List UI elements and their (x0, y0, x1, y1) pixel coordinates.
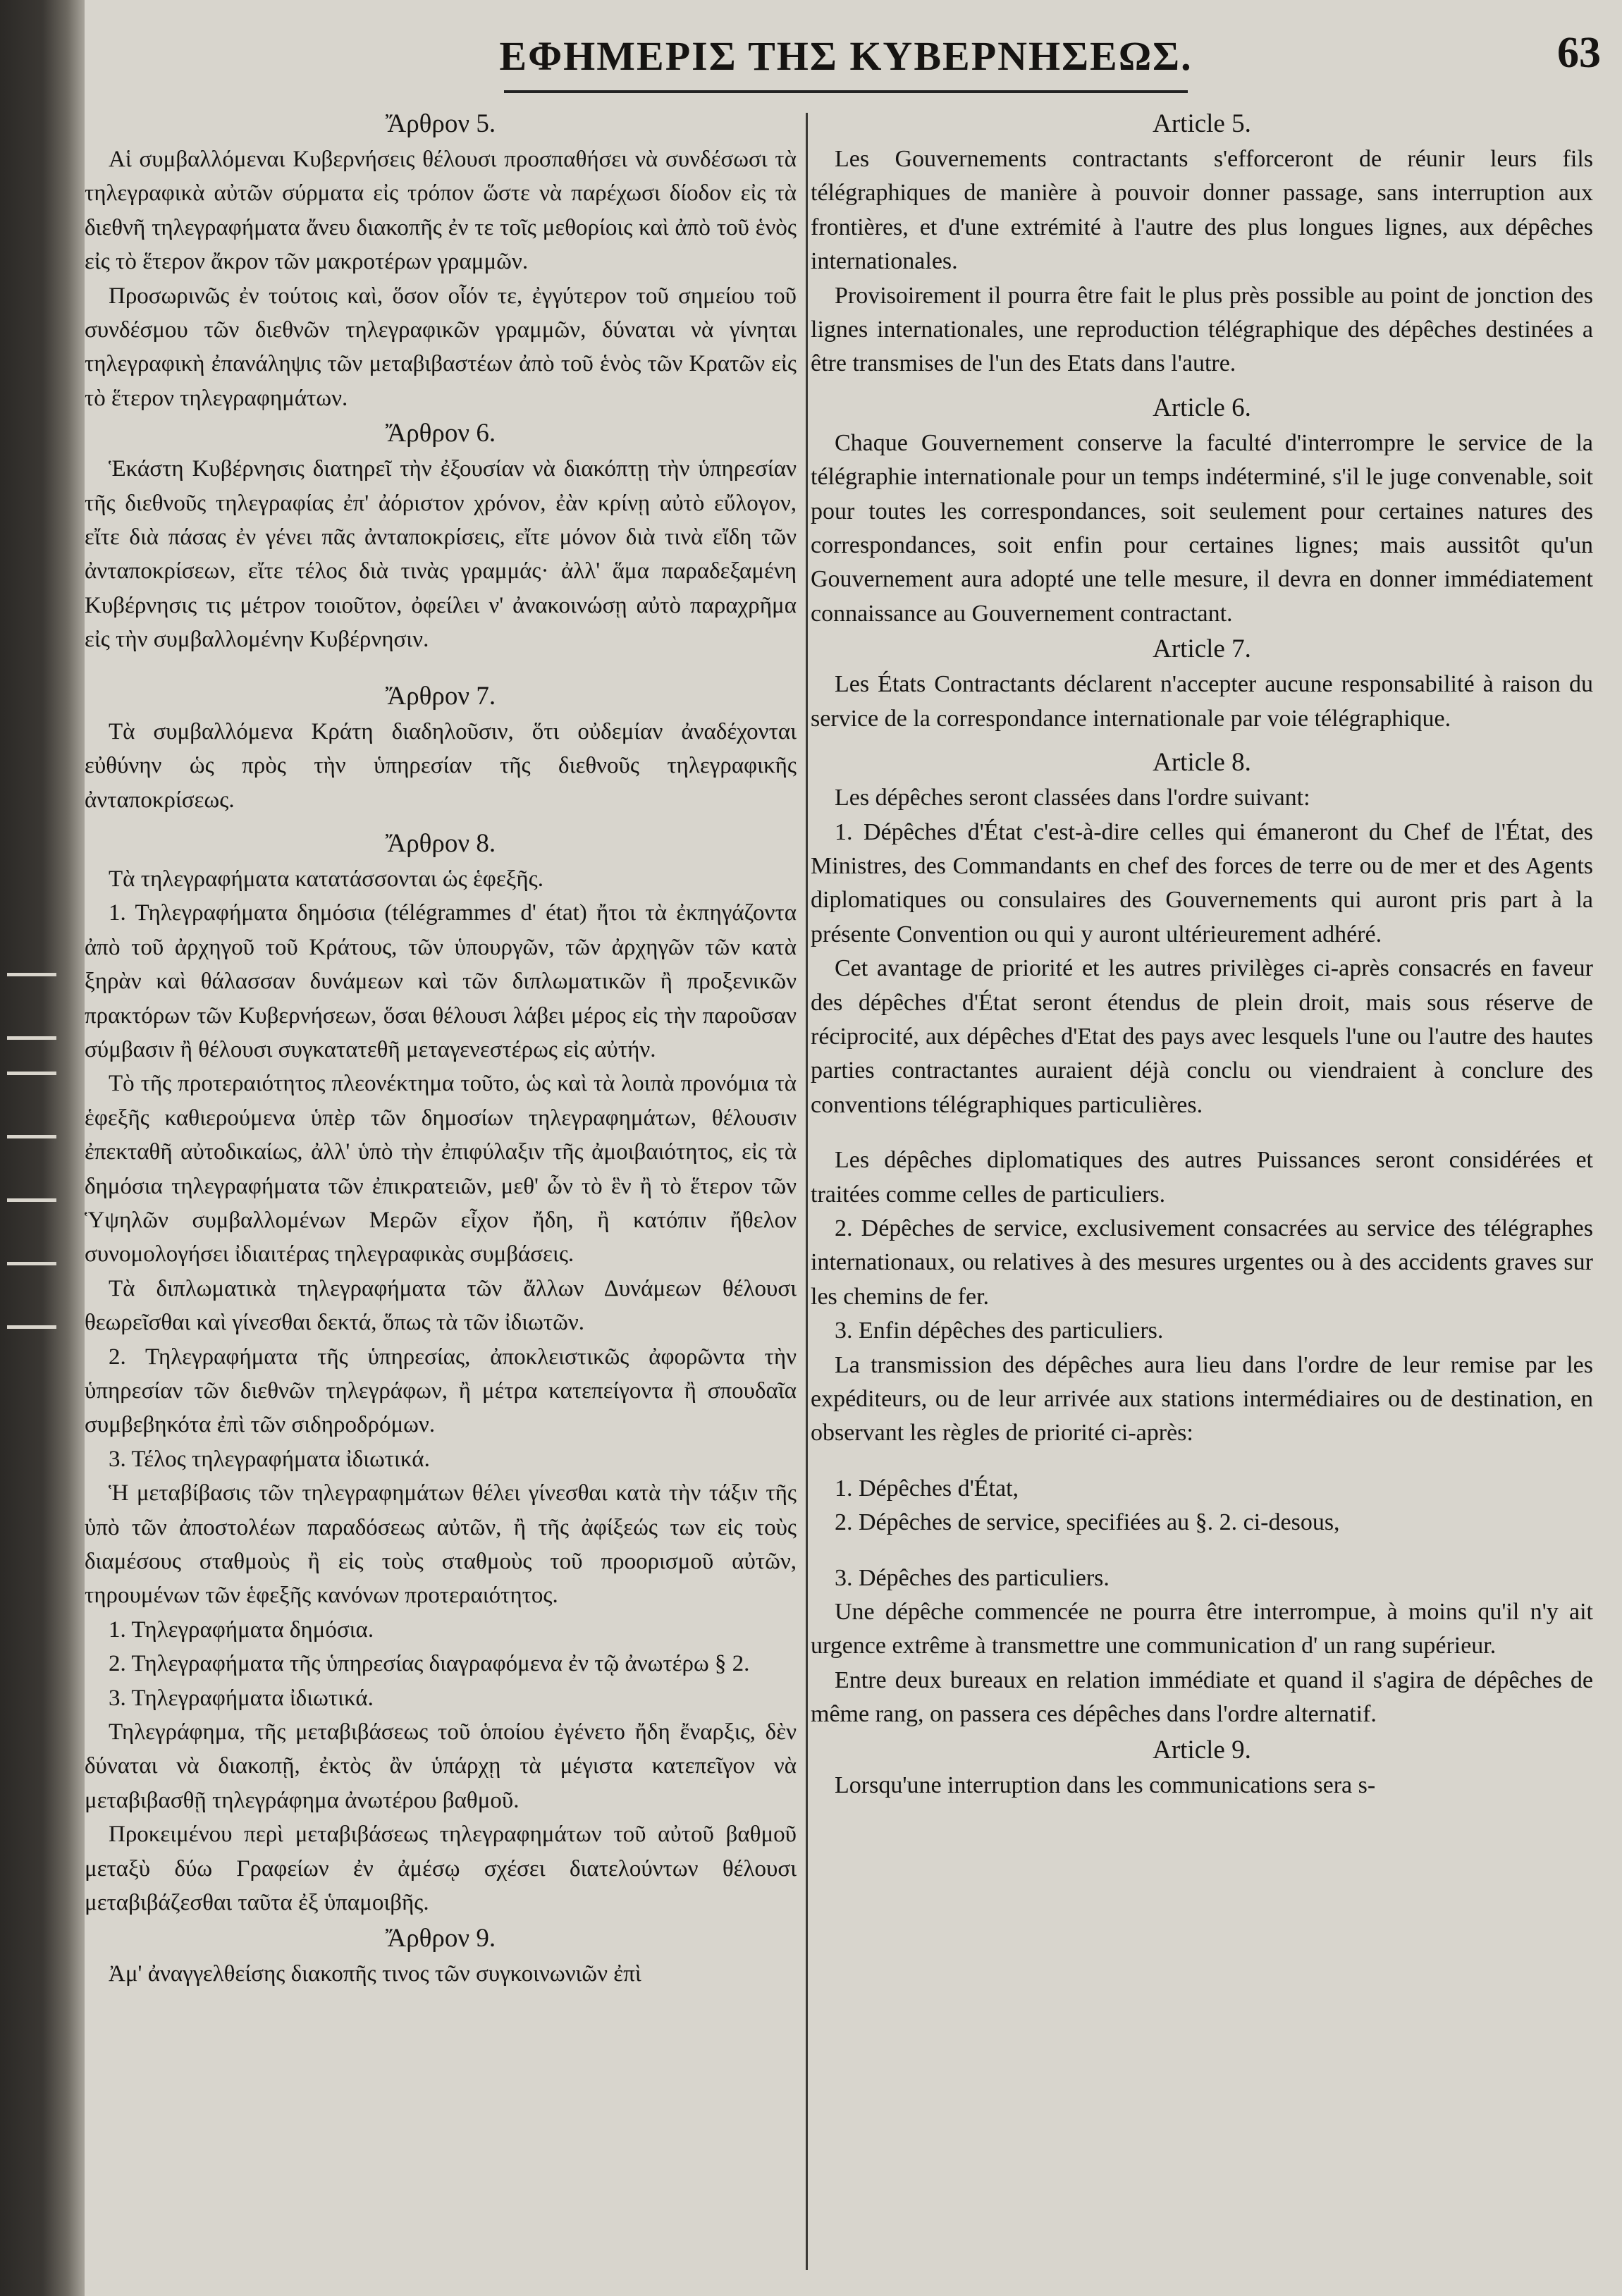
paragraph: Les dépêches seront classées dans l'ordre suivant: (835, 785, 1310, 811)
paragraph: La transmission des dépêches aura lieu dans l'ordre de leur remise par les expéditeurs, ou de leur arrivée aux stations intermédiaires ou de destination, en observant les règles de priorité ci-après: (811, 1351, 1593, 1447)
paragraph: Les Gouvernements contractants s'efforceront de réunir leurs fils télégraphiques de manière à pouvoir donner passage, sans interruption aux frontières, et d'une extrémité à l'autre des plus longues lignes, aux dépêches internationales. (811, 146, 1593, 275)
spacer (811, 1451, 1593, 1472)
document-page (85, 0, 1622, 2296)
paragraph: Τὰ τηλεγραφήματα κατατάσσονται ὡς ἑφεξῆς. (109, 866, 543, 892)
paragraph: Lorsqu'une interruption dans les communications sera s- (835, 1772, 1376, 1798)
paragraph: 2. Τηλεγραφήματα τῆς ὑπηρεσίας, ἀποκλειστικῶς ἀφορῶντα τὴν ὑπηρεσίαν τῶν διεθνῶν τηλεγράφων, ἢ μέτρα κατεπείγοντα ἢ σπουδαῖα συμβεβηκότα ἐπὶ τῶν σιδηροδρόμων. (85, 1344, 797, 1438)
article-5-heading-french: Article 5. (1153, 109, 1251, 138)
list-item: 3. Dépêches des particuliers. (835, 1564, 1110, 1591)
list-item: 1. Dépêches d'État, (835, 1475, 1019, 1502)
column-divider (806, 113, 808, 2270)
greek-column (85, 106, 797, 2277)
paragraph: Προσωρινῶς ἐν τούτοις καὶ, ὅσον οἷόν τε, ἐγγύτερον τοῦ σημείου τοῦ συνδέσμου τῶν διεθνῶν τηλεγραφικῶν γραμμῶν, δύναται νὰ γίνηται τηλεγραφικὴ ἐπανάληψις τῶν μεταβιβαστέων ἀπὸ τοῦ ἑνὸς τῶν Κρατῶν εἰς τὸ ἕτερον τηλεγραφημάτων. (85, 283, 797, 411)
spacer (811, 1122, 1593, 1143)
paragraph: Entre deux bureaux en relation immédiate et quand il s'agira de dépêches de même rang, on passera ces dépêches dans l'ordre alternatif. (811, 1666, 1593, 1728)
title-underline (504, 90, 1188, 93)
spacer (85, 817, 797, 825)
page-header (85, 28, 1622, 99)
paragraph: Αἱ συμβαλλόμεναι Κυβερνήσεις θέλουσι προσπαθήσει νὰ συνδέσωσι τὰ τηλεγραφικὰ αὐτῶν σύρματα εἰς τρόπον ὥστε νὰ παρέχωσι δίοδον εἰς τὰ διεθνῆ τηλεγραφήματα ἄνευ διακοπῆς ἐν τε τοῖς μεθορίοις καὶ ἀπὸ τοῦ ἑνὸς εἰς τὸ ἕτερον ἄκρον τῶν μακροτέρων γραμμῶν. (85, 147, 797, 275)
article-5-heading-greek: Ἄρθρον 5. (385, 109, 496, 138)
paragraph: Une dépêche commencée ne pourra être interrompue, à moins qu'il n'y ait urgence extrême à transmettre une communication d' un rang supérieur. (811, 1599, 1593, 1659)
article-8-heading-french: Article 8. (1153, 748, 1251, 778)
paragraph: Cet avantage de priorité et les autres privilèges ci-après consacrés en faveur des dépêches d'État seront étendus de plein droit, mais sous réserve de réciprocité, aux dépêches d'Etat des pays avec lesquels l'une ou l'autre des hautes parties contractantes auraient déjà conclu ou viendraient à conclure des conventions télégraphiques particulières. (811, 955, 1593, 1118)
paragraph: Les dépêches diplomatiques des autres Puissances seront considérées et traitées comme celles de particuliers. (811, 1147, 1593, 1208)
gazette-title: ΕΦΗΜΕΡΙΣ ΤΗΣ ΚΥΒΕΡΝΗΣΕΩΣ. (499, 33, 1193, 79)
paragraph: Ἑκάστη Κυβέρνησις διατηρεῖ τὴν ἐξουσίαν νὰ διακόπτῃ τὴν ὑπηρεσίαν τῆς διεθνοῦς τηλεγραφίας ἐπ' ἀόριστον χρόνον, ἐὰν κρίνῃ αὐτὸ εὔλογον, εἴτε διὰ πάσας ἐν γένει πᾶς ἀνταποκρίσεις, εἴτε μόνον διὰ τινὰ εἴδη τῶν ἀνταποκρίσεων, εἴτε τέλος διὰ τινὰς γραμμάς· ἀλλ' ἅμα παραδεξαμένη Κυβέρνησις τις μέτρον τοιοῦτον, ὀφείλει ν' ἀνακοινώσῃ αὐτὸ παραχρῆμα εἰς τὴν συμβαλλομένην Κυβέρνησιν. (85, 456, 797, 653)
article-7-heading-french: Article 7. (1153, 634, 1251, 664)
paragraph: Τὰ διπλωματικὰ τηλεγραφήματα τῶν ἄλλων Δυνάμεων θέλουσι θεωρεῖσθαι καὶ γίνεσθαι δεκτά, ὅπως τὰ τῶν ἰδιωτῶν. (85, 1275, 797, 1336)
paragraph: Τὸ τῆς προτεραιότητος πλεονέκτημα τοῦτο, ὡς καὶ τὰ λοιπὰ προνόμια τὰ ἑφεξῆς καθιερούμενα ὑπὲρ τῶν δημοσίων τηλεγραφημάτων, θέλουσιν ἐπεκταθῆ αὐτοδικαίως, ἀλλ' ὑπὸ τὴν ἐπιφύλαξιν τῆς ἀμοιβαιότητος, εἰς τὰ δημόσια τηλεγραφήματα τῶν ἐπικρατειῶν, μεθ' ὧν τὸ ἓν ἢ τὸ ἕτερον τῶν Ὑψηλῶν συμβαλλομένων Μερῶν εἶχον ἤδη, ἢ κατόπιν ἤθελον συνομολογήσει ἰδιαιτέρας τηλεγραφικὰς συμβάσεις. (85, 1071, 797, 1267)
list-item: 3. Τηλεγραφήματα ἰδιωτικά. (109, 1685, 374, 1711)
page-number: 63 (1557, 29, 1601, 77)
article-9-heading-french: Article 9. (1153, 1735, 1251, 1764)
paragraph: Provisoirement il pourra être fait le plus près possible au point de jonction des lignes internationales, une reproduction télégraphique des dépêches destinées a être transmises de l'un des Etats dans l'autre. (811, 282, 1593, 377)
spacer (811, 1540, 1593, 1561)
spacer (811, 381, 1593, 390)
article-6-heading-french: Article 6. (1153, 393, 1251, 422)
paragraph: Τηλεγράφημα, τῆς μεταβιβάσεως τοῦ ὁποίου ἐγένετο ἤδη ἔναρξις, δὲν δύναται νὰ διακοπῇ, ἐκτὸς ἂν ὑπάρχῃ τὰ μέγιστα κατεπεῖγον νὰ μεταβιβασθῇ τηλεγράφημα ἀνωτέρου βαθμοῦ. (85, 1719, 797, 1813)
paragraph: Les États Contractants déclarent n'accepter aucune responsabilité à raison du service de la correspondance internationale par voie télégraphique. (811, 671, 1593, 732)
paragraph: 1. Dépêches d'État c'est-à-dire celles qui émaneront du Chef de l'État, des Ministres, des Commandants en chef des forces de terre ou de mer et des Agents diplomatiques ou consulaires des Gouvernements qui auront pris part à la présente Convention ou qui y auront ultérieurement adhéré. (811, 818, 1593, 947)
list-item: 2. Dépêches de service, specifiées au §. 2. ci-desous, (835, 1509, 1340, 1536)
french-column (811, 106, 1593, 2277)
article-6-heading-greek: Ἄρθρον 6. (385, 419, 496, 448)
paragraph: 3. Enfin dépêches des particuliers. (835, 1318, 1164, 1344)
article-7-heading-greek: Ἄρθρον 7. (385, 681, 496, 711)
paragraph: 1. Τηλεγραφήματα δημόσια (télégrammes d' état) ἤτοι τὰ ἐκπηγάζοντα ἀπὸ τοῦ ἀρχηγοῦ τοῦ Κράτους, τῶν ὑπουργῶν, τῶν ἀρχηγῶν τῶν κατὰ ξηρὰν καὶ θάλασσαν δυνάμεων καὶ τῶν διπλωματικῶν ἢ προξενικῶν πρακτόρων τῶν Κυβερνήσεων, ὅσαι θέλουσι λάβει μέρος εἰς τὴν παροῦσαν σύμβασιν ἢ θέλουσι συγκατατεθῆ μεταγενεστέρως εἰς αὐτήν. (85, 900, 797, 1062)
paragraph: Ἀμ' ἀναγγελθείσης διακοπῆς τινος τῶν συγκοινωνιῶν ἐπὶ (109, 1960, 641, 1987)
paragraph: Ἡ μεταβίβασις τῶν τηλεγραφημάτων θέλει γίνεσθαι κατὰ τὴν τάξιν τῆς ὑπὸ τῶν ἀποστολέων παραδόσεως αὐτῶν, ἢ τῆς ἀφίξεώς των εἰς τοὺς διαμέσους σταθμοὺς ἢ εἰς τοὺς σταθμοὺς τοῦ προορισμοῦ αὐτῶν, τηρουμένων τῶν ἑφεξῆς κανόνων προτεραιότητος. (85, 1480, 797, 1609)
spacer (811, 736, 1593, 744)
article-9-heading-greek: Ἄρθρον 9. (385, 1923, 496, 1953)
paragraph: Προκειμένου περὶ μεταβιβάσεως τηλεγραφημάτων τοῦ αὐτοῦ βαθμοῦ μεταξὺ δύω Γραφείων ἐν ἀμέσῳ σχέσει διατελούντων θέλουσι μεταβιβάζεσθαι ταῦτα ἐξ ὑπαμοιβῆς. (85, 1822, 797, 1916)
article-8-heading-greek: Ἄρθρον 8. (385, 828, 496, 858)
paragraph: 2. Dépêches de service, exclusivement consacrées au service des télégraphes internationaux, ou relatives à des mesures urgentes ou à des accidents graves sur les chemins de fer. (811, 1215, 1593, 1310)
list-item: 1. Τηλεγραφήματα δημόσια. (109, 1616, 374, 1643)
paragraph: Chaque Gouvernement conserve la faculté d'interrompre le service de la télégraphie internationale pour un temps indéterminé, s'il le juge convenable, soit pour toutes les correspondances, soit seulement pour certaines natures des correspondances, soit enfin pour certaines lignes; mais aussitôt qu'un Gouvernement aura adopté une telle mesure, il devra en donner immédiatement connaissance au Gouvernement contractant. (811, 429, 1593, 627)
spacer (85, 657, 797, 678)
list-item: 2. Τηλεγραφήματα τῆς ὑπηρεσίας διαγραφόμενα ἐν τῷ ἀνωτέρω § 2. (109, 1651, 750, 1677)
paragraph: 3. Τέλος τηλεγραφήματα ἰδιωτικά. (109, 1446, 430, 1472)
paragraph: Τὰ συμβαλλόμενα Κράτη διαδηλοῦσιν, ὅτι οὐδεμίαν ἀναδέχονται εὐθύνην ὡς πρὸς τὴν ὑπηρεσίαν τῆς διεθνοῦς τηλεγραφικῆς ἀνταποκρίσεως. (85, 718, 797, 813)
binding-edge (0, 0, 85, 2296)
